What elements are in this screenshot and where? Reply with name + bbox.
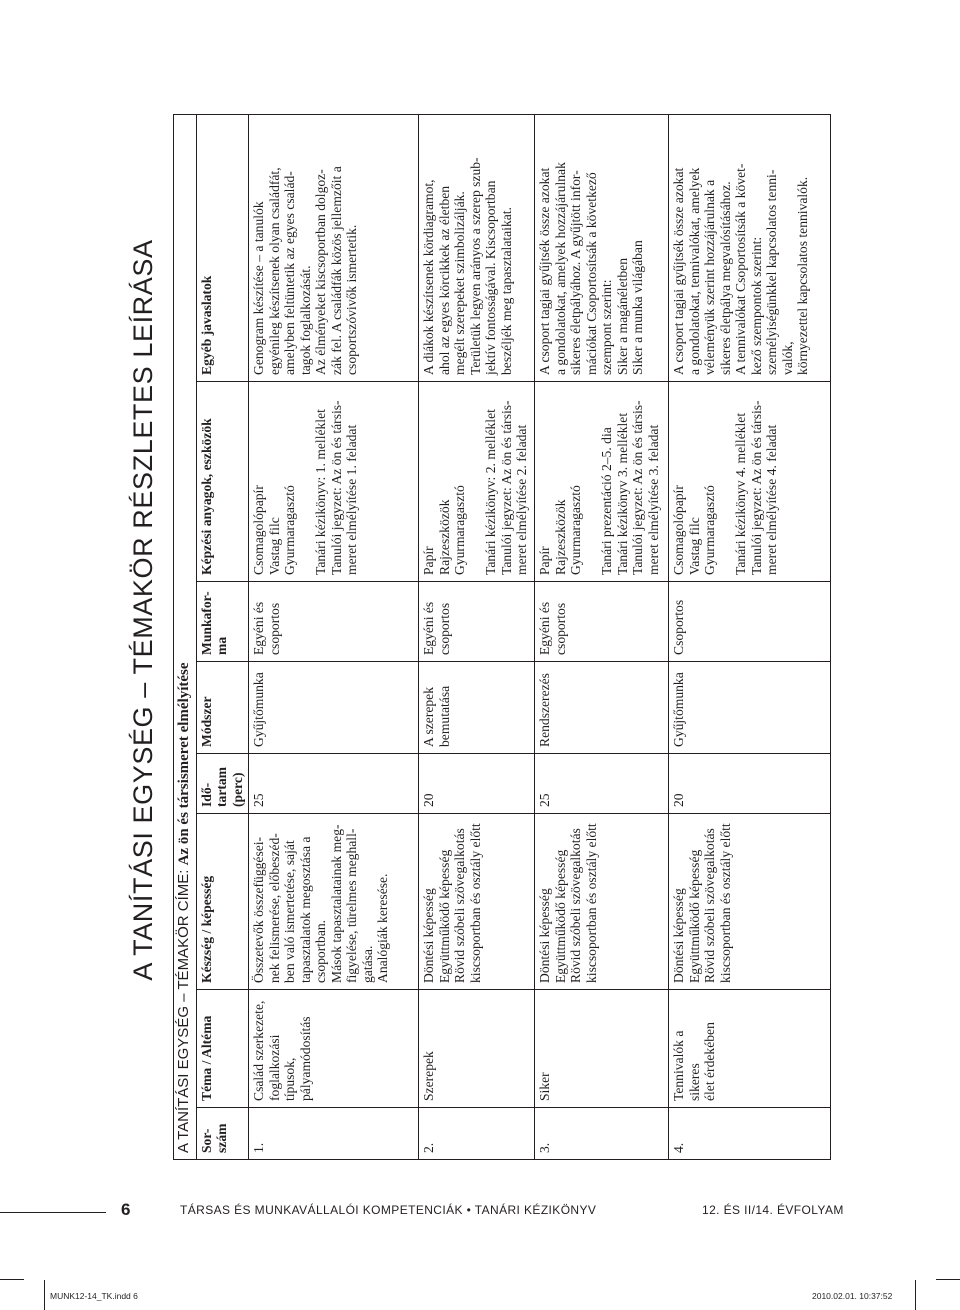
cell-anyagok: Papír Rajzeszközök Gyurmaragasztó Tanári kézikönyv: 2. melléklet Tanulói jegyzet: Az ön és társis- meret elmélyítése 2. feladat bbox=[419, 382, 535, 582]
cell-javaslatok: A csoport tagjai gyűjtsék össze azokat a gondolatokat, tennivalókat, amelyek véleményük szerint hozzájárulnak a sikeres életpálya megvalósításához. A tennivalókat Csoportosítsák a követ- kező szempontok szerint: személyiségünkkel kapcsolatos tenni- valók, környezettel kapcsolatos tennivalók. bbox=[669, 114, 831, 381]
header-modszer: Módszer bbox=[196, 662, 249, 754]
footer-grade: 12. ÉS II/14. ÉVFOLYAM bbox=[702, 1203, 844, 1217]
cell-modszer: A szerepek bemutatása bbox=[419, 662, 535, 754]
header-javaslatok: Egyéb javaslatok bbox=[196, 114, 249, 381]
cell-munkaforma: Egyéni és csoportos bbox=[535, 582, 669, 662]
crop-mark bbox=[915, 1280, 916, 1310]
cell-sorszam: 2. bbox=[419, 1108, 535, 1160]
cell-keszseg: Döntési képesség Együttműködő képesség Rövid szóbeli szövegalkotás kiscsoportban és osztály előtt bbox=[535, 814, 669, 990]
table-row bbox=[419, 114, 535, 1159]
table-row bbox=[535, 114, 669, 1159]
cell-idotartam: 20 bbox=[669, 754, 831, 814]
crop-mark bbox=[0, 1279, 24, 1280]
cell-munkaforma: Egyéni és csoportos bbox=[249, 582, 419, 662]
cell-anyagok: Csomagolópapír Vastag filc Gyurmaragasztó Tanári kézikönyv: 1. melléklet Tanulói jegyzet: Az ön és társis- meret elmélyítése 1. feladat bbox=[249, 382, 419, 582]
cell-tema: Tennivalók a sikeres élet érdekében bbox=[669, 990, 831, 1108]
table-header-row bbox=[196, 114, 249, 1159]
table-row bbox=[249, 114, 419, 1159]
slug-date: 2010.02.01. 10:37:52 bbox=[812, 1291, 893, 1301]
cell-tema: Család szerkezete, foglalkozási típusok, pályamódosítás bbox=[249, 990, 419, 1108]
crop-mark bbox=[936, 1279, 960, 1280]
cell-idotartam: 25 bbox=[535, 754, 669, 814]
caption-prefix: A TANÍTÁSI EGYSÉG – TÉMAKÖR CÍME: bbox=[175, 869, 192, 1153]
cell-munkaforma: Egyéni és csoportos bbox=[419, 582, 535, 662]
cell-keszseg: Döntési képesség Együttműködő képesség Rövid szóbeli szövegalkotás kiscsoportban és osztály előtt bbox=[669, 814, 831, 990]
lesson-plan-table bbox=[173, 114, 831, 1160]
cell-munkaforma: Csoportos bbox=[669, 582, 831, 662]
header-tema: Téma / Altéma bbox=[196, 990, 249, 1108]
cell-anyagok: Papír Rajzeszközök Gyurmaragasztó Tanári prezentáció 2–5. dia Tanári kézikönyv 3. melléklet Tanulói jegyzet: Az ön és társis- meret elmélyítése 3. feladat bbox=[535, 382, 669, 582]
cell-javaslatok: A diákok készítsenek kördiagramot, ahol az egyes körcikkek az életben megélt szerepeket szimbolizálják. Területük legyen arányos a szerep szub- jektív fontosságával. Kiscsoportban beszéljék meg tapasztalataikat. bbox=[419, 114, 535, 381]
cell-keszseg: Döntési képesség Együttműködő képesség Rövid szóbeli szövegalkotás kiscsoportban és osztály előtt bbox=[419, 814, 535, 990]
cell-modszer: Rendszerezés bbox=[535, 662, 669, 754]
crop-mark bbox=[44, 1280, 45, 1310]
header-munkaforma: Munkafor- ma bbox=[196, 582, 249, 662]
cell-sorszam: 3. bbox=[535, 1108, 669, 1160]
rotated-page bbox=[120, 60, 850, 1160]
header-keszseg: Készség / képesség bbox=[196, 814, 249, 990]
table-caption bbox=[174, 114, 197, 1159]
cell-keszseg: Összetevők összefüggései- nek felismerése, előbeszéd- ben való ismertetése, saját tapasztalatok megosztása a csoportban. Mások tapasztalatainak meg- figyelése, türelmes meghall- gatása. Analógiák keresése. bbox=[249, 814, 419, 990]
cell-anyagok: Csomagolópapír Vastag filc Gyurmaragasztó Tanári kézikönyv 4. melléklet Tanulói jegyzet: Az ön és társis- meret elmélyítése 4. feladat bbox=[669, 382, 831, 582]
page-title: A TANÍTÁSI EGYSÉG – TÉMAKÖR RÉSZLETES LEÍRÁSA bbox=[128, 239, 158, 981]
header-anyagok: Képzési anyagok, eszközök bbox=[196, 382, 249, 582]
cell-modszer: Gyűjtőmunka bbox=[669, 662, 831, 754]
page-number: 6 bbox=[121, 1200, 131, 1219]
cell-sorszam: 1. bbox=[249, 1108, 419, 1160]
table-row bbox=[669, 114, 831, 1159]
cell-javaslatok: A csoport tagjai gyűjtsék össze azokat a gondolatokat, amelyek hozzájárulnak sikeres életpályához. A gyűjtött infor- mációkat Csoportosítsák a következő szempont szerint: Siker a magánéletben Siker a munka világában bbox=[535, 114, 669, 381]
cell-idotartam: 25 bbox=[249, 754, 419, 814]
header-sorszam: Sor- szám bbox=[196, 1108, 249, 1160]
caption-title: Az ön és társismeret elmélyítése bbox=[176, 662, 192, 866]
footer-book-title: TÁRSAS ÉS MUNKAVÁLLALÓI KOMPETENCIÁK • TANÁRI KÉZIKÖNYV bbox=[180, 1203, 597, 1217]
cell-sorszam: 4. bbox=[669, 1108, 831, 1160]
cell-idotartam: 20 bbox=[419, 754, 535, 814]
cell-modszer: Gyűjtőmunka bbox=[249, 662, 419, 754]
cell-tema: Siker bbox=[535, 990, 669, 1108]
footer-rule bbox=[0, 1212, 106, 1213]
slug-file: MUNK12-14_TK.indd 6 bbox=[50, 1291, 138, 1301]
cell-javaslatok: Genogram készítése – a tanulók egyénileg készítsenek olyan családfát, amelyben feltüntetik az egyes család- tagok foglalkozását. Az élményeket kiscsoportban dolgoz- zák fel. A családfák közös jellemzőit a csoportszóvivők ismertetik. bbox=[249, 114, 419, 381]
header-idotartam: Idő- tartam (perc) bbox=[196, 754, 249, 814]
cell-tema: Szerepek bbox=[419, 990, 535, 1108]
